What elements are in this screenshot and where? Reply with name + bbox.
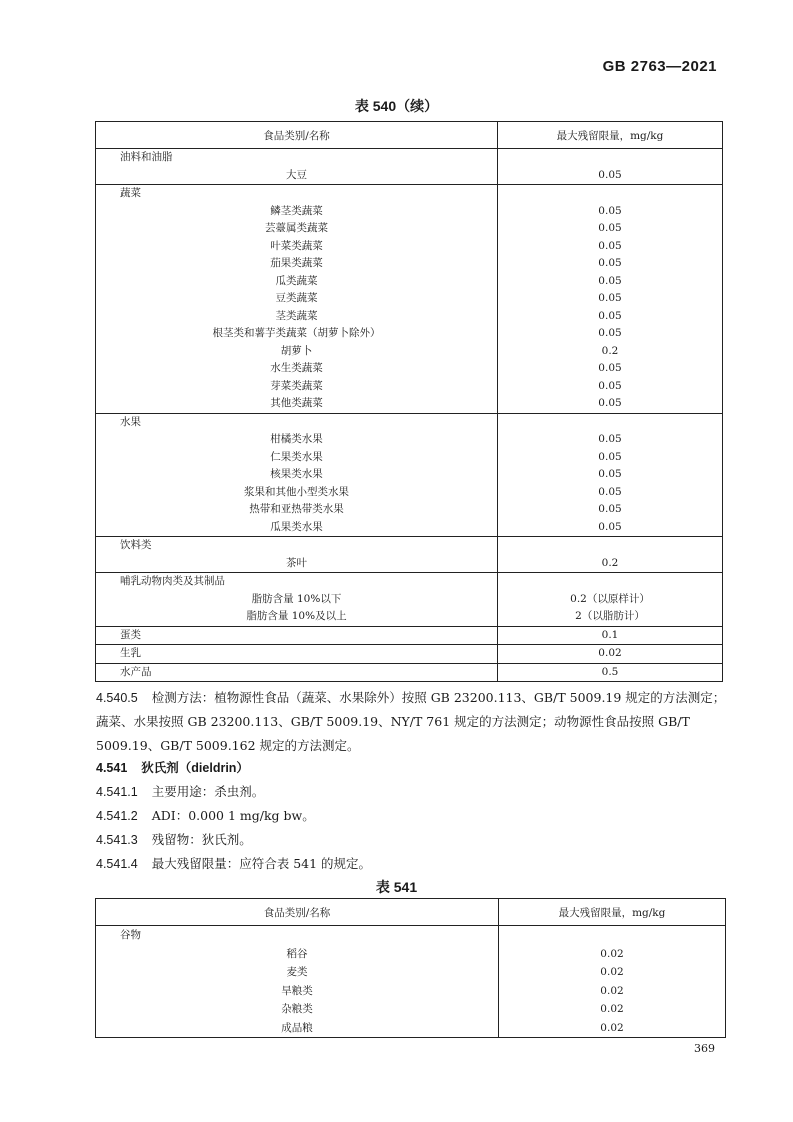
category-row [96, 626, 723, 645]
mrl-value: 0.05 [498, 501, 723, 519]
category-value [498, 413, 723, 431]
clause-number: 4.541.2 [96, 809, 138, 823]
category-name: 饮料类 [96, 537, 498, 555]
food-name: 杂粮类 [96, 1000, 499, 1019]
table-row [96, 501, 723, 519]
category-value [498, 185, 723, 203]
clause-number: 4.540.5 [96, 691, 138, 705]
category-row [96, 645, 723, 664]
category-value [499, 926, 726, 945]
mrl-value: 0.05 [498, 203, 723, 221]
clause-heading: 狄氏剂（dieldrin） [141, 761, 249, 775]
clause-4-540-5 [96, 686, 736, 758]
table-row [96, 378, 723, 396]
food-name: 核果类水果 [96, 466, 498, 484]
mrl-value: 0.05 [498, 273, 723, 291]
table-row [96, 325, 723, 343]
food-name: 热带和亚热带类水果 [96, 501, 498, 519]
column-header-mrl: 最大残留限量，mg/kg [498, 122, 723, 149]
food-name: 茶叶 [96, 555, 498, 573]
table-541 [95, 898, 726, 1038]
mrl-value: 0.05 [498, 325, 723, 343]
table-row [96, 484, 723, 502]
clause-number: 4.541.4 [96, 857, 138, 871]
category-value [498, 149, 723, 167]
table-540-caption: 表 540（续） [354, 98, 439, 114]
food-name: 鳞茎类蔬菜 [96, 203, 498, 221]
category-name: 蛋类 [96, 626, 498, 645]
mrl-value: 0.05 [498, 431, 723, 449]
mrl-value: 0.02 [499, 1019, 726, 1038]
clause-4-541-4 [96, 854, 371, 872]
mrl-value: 0.02 [499, 963, 726, 982]
clause-4-541-2 [96, 806, 315, 824]
mrl-value: 0.05 [498, 308, 723, 326]
column-header-mrl: 最大残留限量，mg/kg [499, 899, 726, 926]
column-header-food-category: 食品类别/名称 [96, 122, 498, 149]
mrl-value: 0.05 [498, 519, 723, 537]
mrl-value: 0.05 [498, 484, 723, 502]
category-name: 油料和油脂 [96, 149, 498, 167]
clause-text: 最大残留限量：应符合表 541 的规定。 [151, 856, 372, 871]
mrl-value: 2（以脂肪计） [498, 608, 723, 626]
food-name: 芽菜类蔬菜 [96, 378, 498, 396]
food-name: 茄果类蔬菜 [96, 255, 498, 273]
mrl-value: 0.02 [499, 1000, 726, 1019]
standard-code: GB 2763—2021 [602, 58, 717, 75]
table-row [96, 238, 723, 256]
category-row [96, 185, 723, 203]
mrl-value: 0.05 [498, 255, 723, 273]
food-name: 芸薹属类蔬菜 [96, 220, 498, 238]
category-name: 蔬菜 [96, 185, 498, 203]
category-name: 生乳 [96, 645, 498, 664]
food-name: 脂肪含量 10%以下 [96, 591, 498, 609]
clause-4-541-1 [96, 782, 264, 800]
clause-text: 检测方法：植物源性食品（蔬菜、水果除外）按照 GB 23200.113、GB/T 5009.19 规定的方法测定；蔬菜、水果按照 GB 23200.113、GB/T 5009.19、NY/T 761 规定的方法测定；动物源性食品按照 GB/T 5009.19、GB/T 5009.162 规定的方法测定。 [96, 690, 726, 753]
food-name: 柑橘类水果 [96, 431, 498, 449]
table-row [96, 290, 723, 308]
category-name: 水果 [96, 413, 498, 431]
category-name: 水产品 [96, 663, 498, 682]
mrl-value: 0.05 [498, 378, 723, 396]
clause-4-541-3 [96, 830, 252, 848]
table-row [96, 220, 723, 238]
category-name: 哺乳动物肉类及其制品 [96, 573, 498, 591]
table-row [96, 555, 723, 573]
category-value: 0.1 [498, 626, 723, 645]
mrl-value: 0.05 [498, 290, 723, 308]
table-row [96, 255, 723, 273]
column-header-food-category: 食品类别/名称 [96, 899, 499, 926]
table-row [96, 519, 723, 537]
food-name: 浆果和其他小型类水果 [96, 484, 498, 502]
table-row [96, 449, 723, 467]
food-name: 稻谷 [96, 945, 499, 964]
table-row [96, 466, 723, 484]
category-value: 0.02 [498, 645, 723, 664]
food-name: 茎类蔬菜 [96, 308, 498, 326]
category-row [96, 149, 723, 167]
clause-number: 4.541 [96, 761, 128, 775]
category-row [96, 663, 723, 682]
table-row [96, 308, 723, 326]
table-row [96, 343, 723, 361]
clause-text: 残留物：狄氏剂。 [151, 832, 252, 847]
mrl-value: 0.05 [498, 238, 723, 256]
page-number: 369 [694, 1042, 715, 1055]
clause-text: 主要用途：杀虫剂。 [151, 784, 265, 799]
mrl-value: 0.05 [498, 360, 723, 378]
table-row [96, 431, 723, 449]
category-name: 谷物 [96, 926, 499, 945]
table-row [96, 395, 723, 413]
category-value [498, 537, 723, 555]
food-name: 脂肪含量 10%及以上 [96, 608, 498, 626]
table-row [96, 1000, 726, 1019]
clause-text: ADI：0.000 1 mg/kg bw。 [151, 808, 315, 823]
category-row [96, 573, 723, 591]
food-name: 豆类蔬菜 [96, 290, 498, 308]
mrl-value: 0.2 [498, 555, 723, 573]
food-name: 叶菜类蔬菜 [96, 238, 498, 256]
category-value: 0.5 [498, 663, 723, 682]
category-row [96, 413, 723, 431]
table-row [96, 167, 723, 185]
table-row [96, 945, 726, 964]
food-name: 瓜果类水果 [96, 519, 498, 537]
table-row [96, 591, 723, 609]
table-row [96, 608, 723, 626]
food-name: 瓜类蔬菜 [96, 273, 498, 291]
mrl-value: 0.02 [499, 945, 726, 964]
table-541-caption: 表 541 [375, 879, 418, 895]
table-row [96, 982, 726, 1001]
mrl-value: 0.2（以原样计） [498, 591, 723, 609]
table-row [96, 360, 723, 378]
food-name: 根茎类和薯芋类蔬菜（胡萝卜除外） [96, 325, 498, 343]
table-row [96, 963, 726, 982]
category-value [498, 573, 723, 591]
food-name: 旱粮类 [96, 982, 499, 1001]
clause-number: 4.541.3 [96, 833, 138, 847]
food-name: 成品粮 [96, 1019, 499, 1038]
food-name: 胡萝卜 [96, 343, 498, 361]
clause-4-541 [96, 758, 249, 776]
category-row [96, 926, 726, 945]
mrl-value: 0.02 [499, 982, 726, 1001]
food-name: 水生类蔬菜 [96, 360, 498, 378]
table-row [96, 203, 723, 221]
mrl-value: 0.05 [498, 449, 723, 467]
food-name: 麦类 [96, 963, 499, 982]
mrl-value: 0.05 [498, 466, 723, 484]
clause-number: 4.541.1 [96, 785, 138, 799]
mrl-value: 0.05 [498, 395, 723, 413]
mrl-value: 0.05 [498, 167, 723, 185]
table-row [96, 1019, 726, 1038]
table-row [96, 273, 723, 291]
food-name: 仁果类水果 [96, 449, 498, 467]
category-row [96, 537, 723, 555]
mrl-value: 0.2 [498, 343, 723, 361]
food-name: 大豆 [96, 167, 498, 185]
table-540 [95, 121, 723, 682]
mrl-value: 0.05 [498, 220, 723, 238]
food-name: 其他类蔬菜 [96, 395, 498, 413]
